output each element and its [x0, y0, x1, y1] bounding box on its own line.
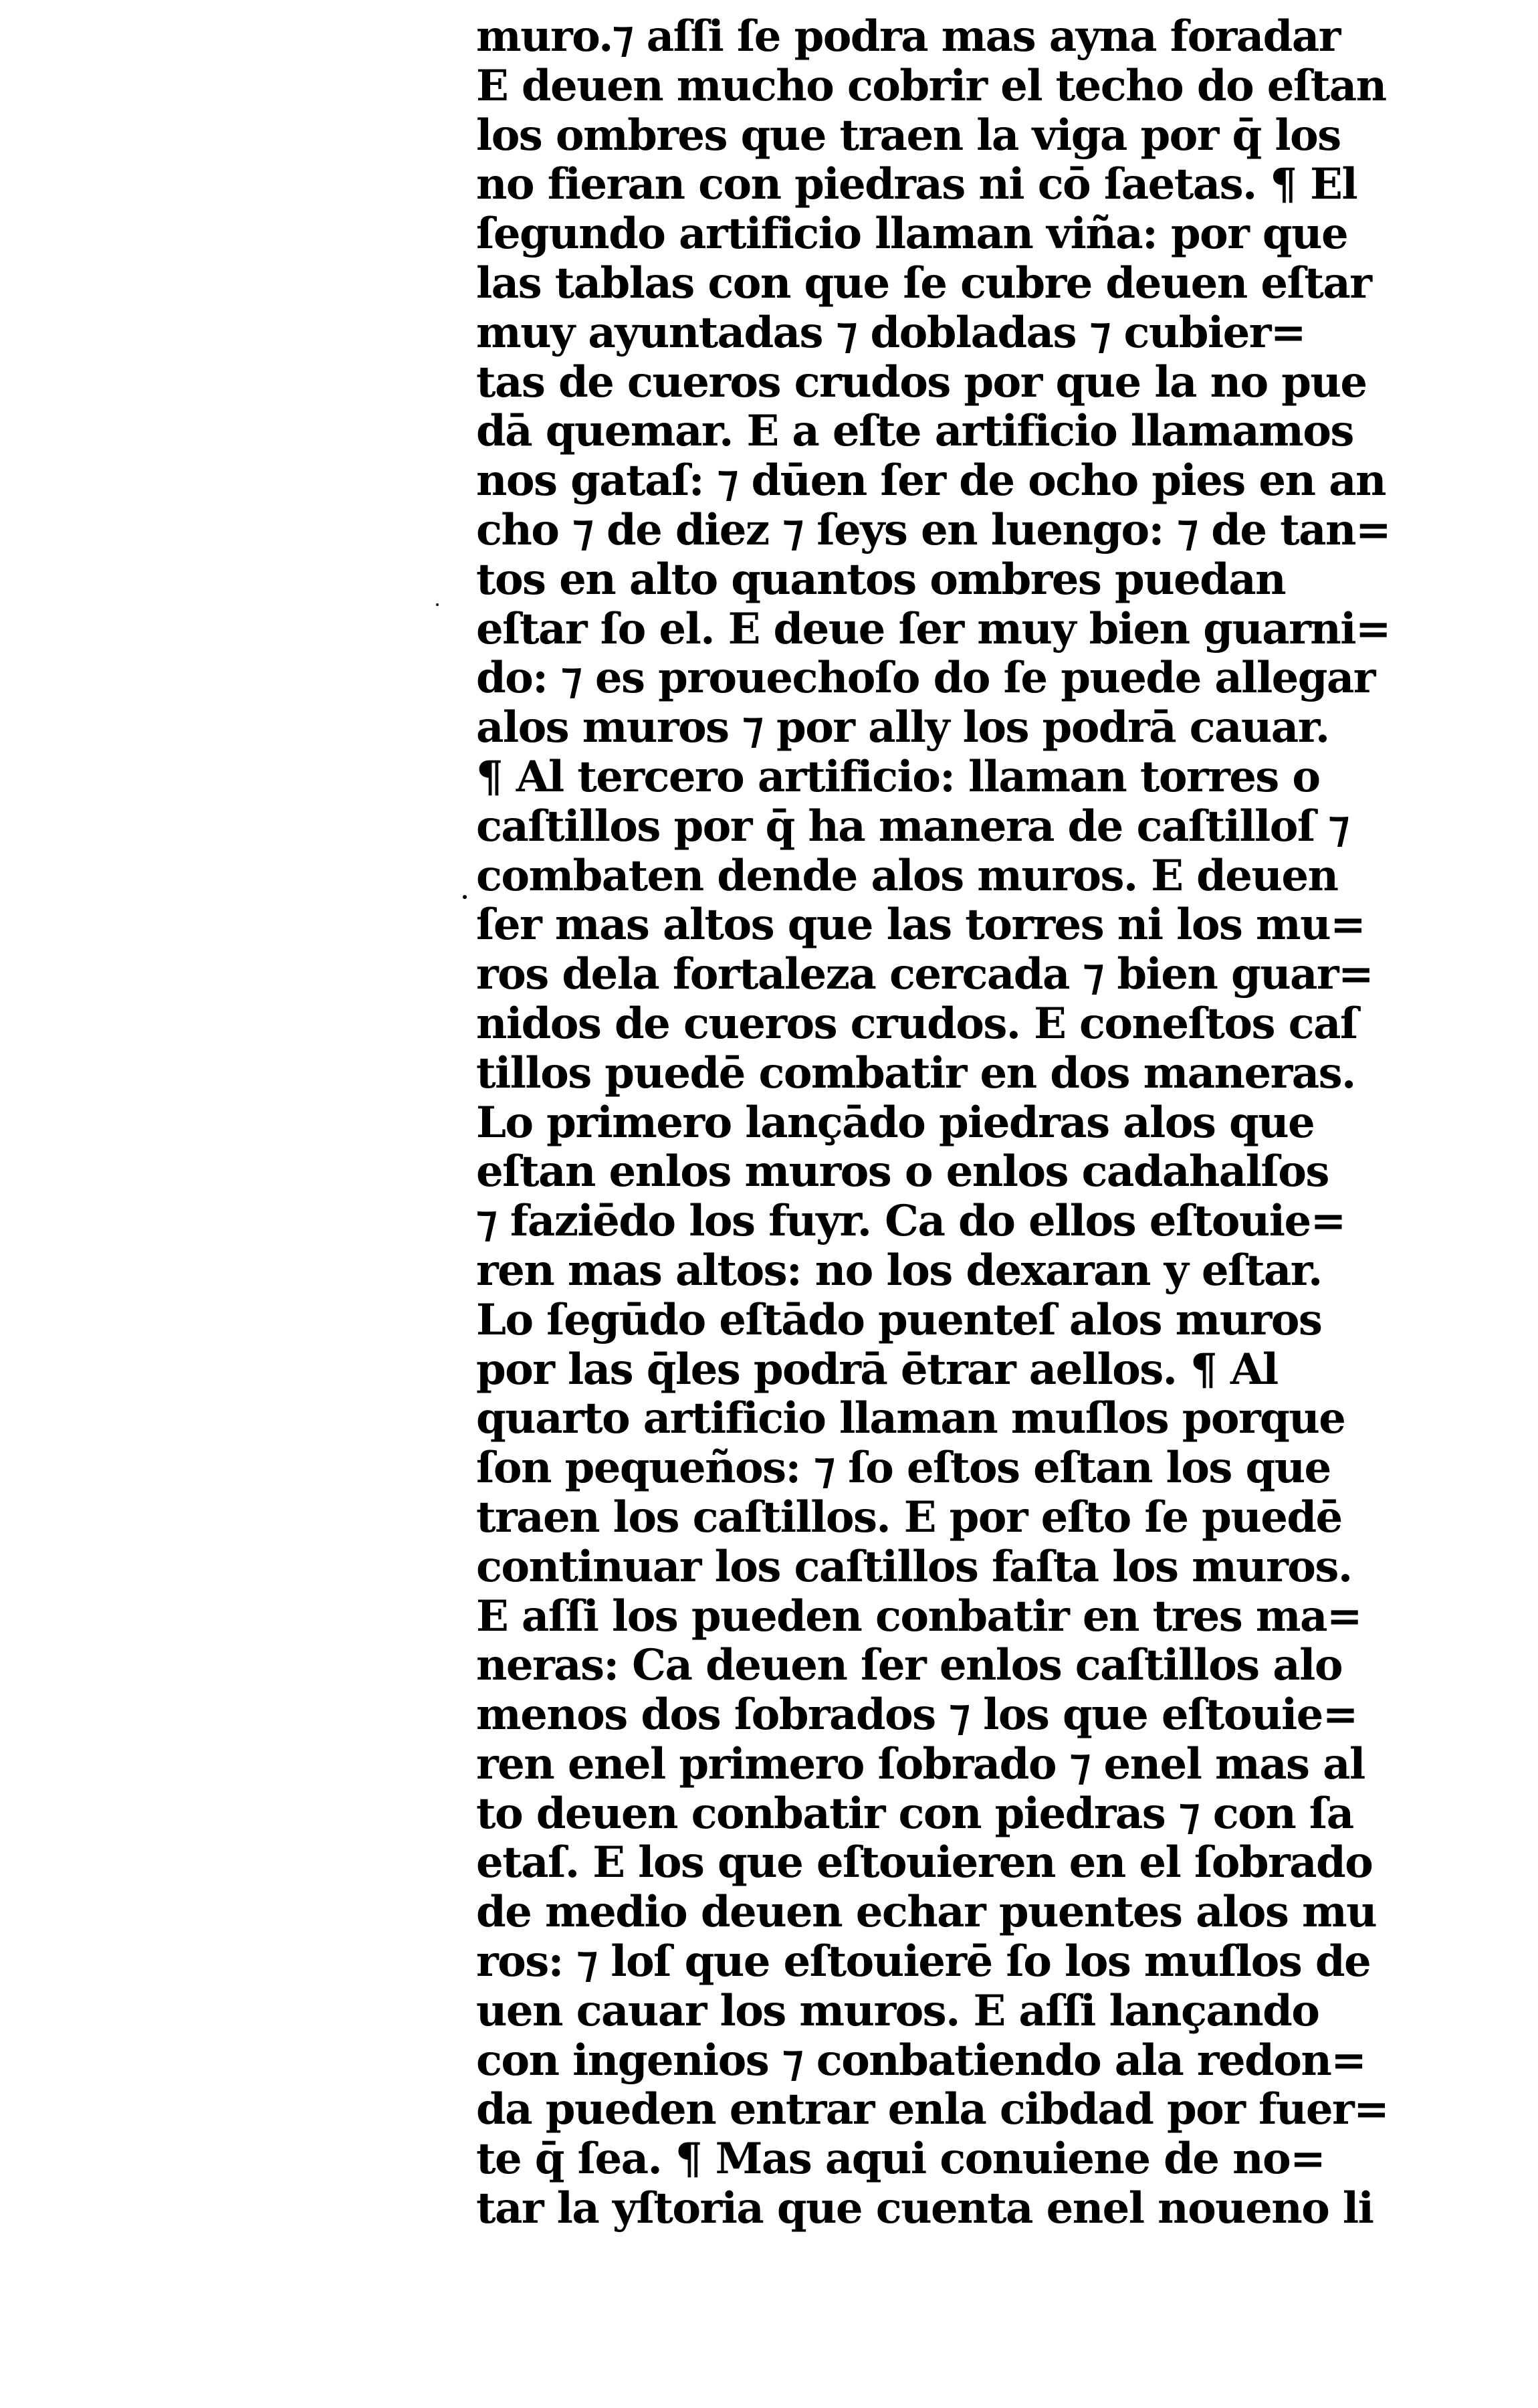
text-line: ſegundo artificio llaman viña: por que [476, 209, 1348, 260]
text-line: ren mas altos: no los dexaran y eſtar. [476, 1245, 1322, 1296]
text-line: Lo primero lançādo piedras alos que [476, 1097, 1315, 1148]
text-line: Lo ſegūdo eſtādo puenteſ alos muros [476, 1294, 1322, 1345]
text-line: alos muros ⁊ por ally los podrā cauar. [476, 702, 1329, 753]
text-line: ros dela fortaleza cercada ⁊ bien guar= [476, 949, 1374, 1000]
text-line: ſon pequeños: ⁊ ſo eſtos eſtan los que [476, 1443, 1331, 1494]
text-line: de medio deuen echar puentes alos mu [476, 1887, 1376, 1938]
text-line: E aſſi los pueden conbatir en tres ma= [476, 1591, 1361, 1641]
text-line: muy ayuntadas ⁊ dobladas ⁊ cubier= [476, 307, 1305, 358]
text-line: dā quemar. E a eſte artificio llamamos [476, 406, 1353, 457]
text-column [476, 11, 1390, 2234]
text-line: ¶ Al tercero artificio: llaman torres o [476, 751, 1320, 802]
text-line: traen los caſtillos. E por eſto ſe puedē [476, 1492, 1342, 1542]
text-line: tos en alto quantos ombres puedan [476, 554, 1286, 605]
text-line: nidos de cueros crudos. E coneſtos caſ [476, 998, 1357, 1049]
text-line: ros: ⁊ loſ que eſtouierē ſo los muſlos de [476, 1936, 1371, 1987]
text-line: uen cauar los muros. E aſſi lançando [476, 1985, 1319, 2036]
text-line: do: ⁊ es prouechoſo do ſe puede allegar [476, 653, 1375, 704]
text-line: con ingenios ⁊ conbatiendo ala redon= [476, 2035, 1366, 2086]
text-line: no fieran con piedras ni cō ſaetas. ¶ El [476, 159, 1357, 210]
text-line: menos dos ſobrados ⁊ los que eſtouie= [476, 1690, 1357, 1740]
text-line: eſtar ſo el. E deue ſer muy bien guarni= [476, 603, 1390, 654]
text-line: ren enel primero ſobrado ⁊ enel mas al [476, 1738, 1365, 1789]
text-line: tillos puedē combatir en dos maneras. [476, 1047, 1355, 1098]
text-line: tar la yſtoria que cuenta enel noueno li [476, 2183, 1374, 2234]
text-line: combaten dende alos muros. E deuen [476, 850, 1338, 901]
text-line: to deuen conbatir con piedras ⁊ con ſa [476, 1788, 1353, 1839]
ink-speck [463, 895, 467, 899]
text-line: cho ⁊ de diez ⁊ ſeys en luengo: ⁊ de tan= [476, 504, 1390, 555]
text-line: caſtillos por q̄ ha manera de caſtilloſ ⁊ [476, 801, 1349, 851]
text-line: por las q̄les podrā ētrar aellos. ¶ Al [476, 1344, 1278, 1395]
text-line: los ombres que traen la viga por q̄ los [476, 110, 1341, 161]
text-line: muro.⁊ aſſi ſe podra mas ayna foradar [476, 11, 1340, 62]
text-line: te q̄ ſea. ¶ Mas aqui conuiene de no= [476, 2134, 1325, 2185]
text-line: continuar los caſtillos faſta los muros. [476, 1541, 1352, 1592]
text-line: nos gataſ: ⁊ dūen ſer de ocho pies en an [476, 456, 1386, 506]
ink-speck [436, 603, 439, 606]
text-line: las tablas con que ſe cubre deuen eſtar [476, 258, 1371, 308]
text-line: quarto artificio llaman muſlos porque [476, 1393, 1345, 1444]
text-line: tas de cueros crudos por que la no pue [476, 357, 1367, 407]
text-line: neras: Ca deuen ſer enlos caſtillos alo [476, 1640, 1342, 1691]
text-line: etaſ. E los que eſtouieren en el ſobrado [476, 1837, 1373, 1888]
text-line: da pueden entrar enla cibdad por fuer= [476, 2084, 1389, 2135]
text-line: E deuen mucho cobrir el techo do eſtan [476, 60, 1386, 111]
text-line: ⁊ faziēdo los fuyr. Ca do ellos eſtouie= [476, 1196, 1345, 1247]
text-line: eſtan enlos muros o enlos cadahalſos [476, 1146, 1329, 1197]
text-line: ſer mas altos que las torres ni los mu= [476, 900, 1365, 950]
